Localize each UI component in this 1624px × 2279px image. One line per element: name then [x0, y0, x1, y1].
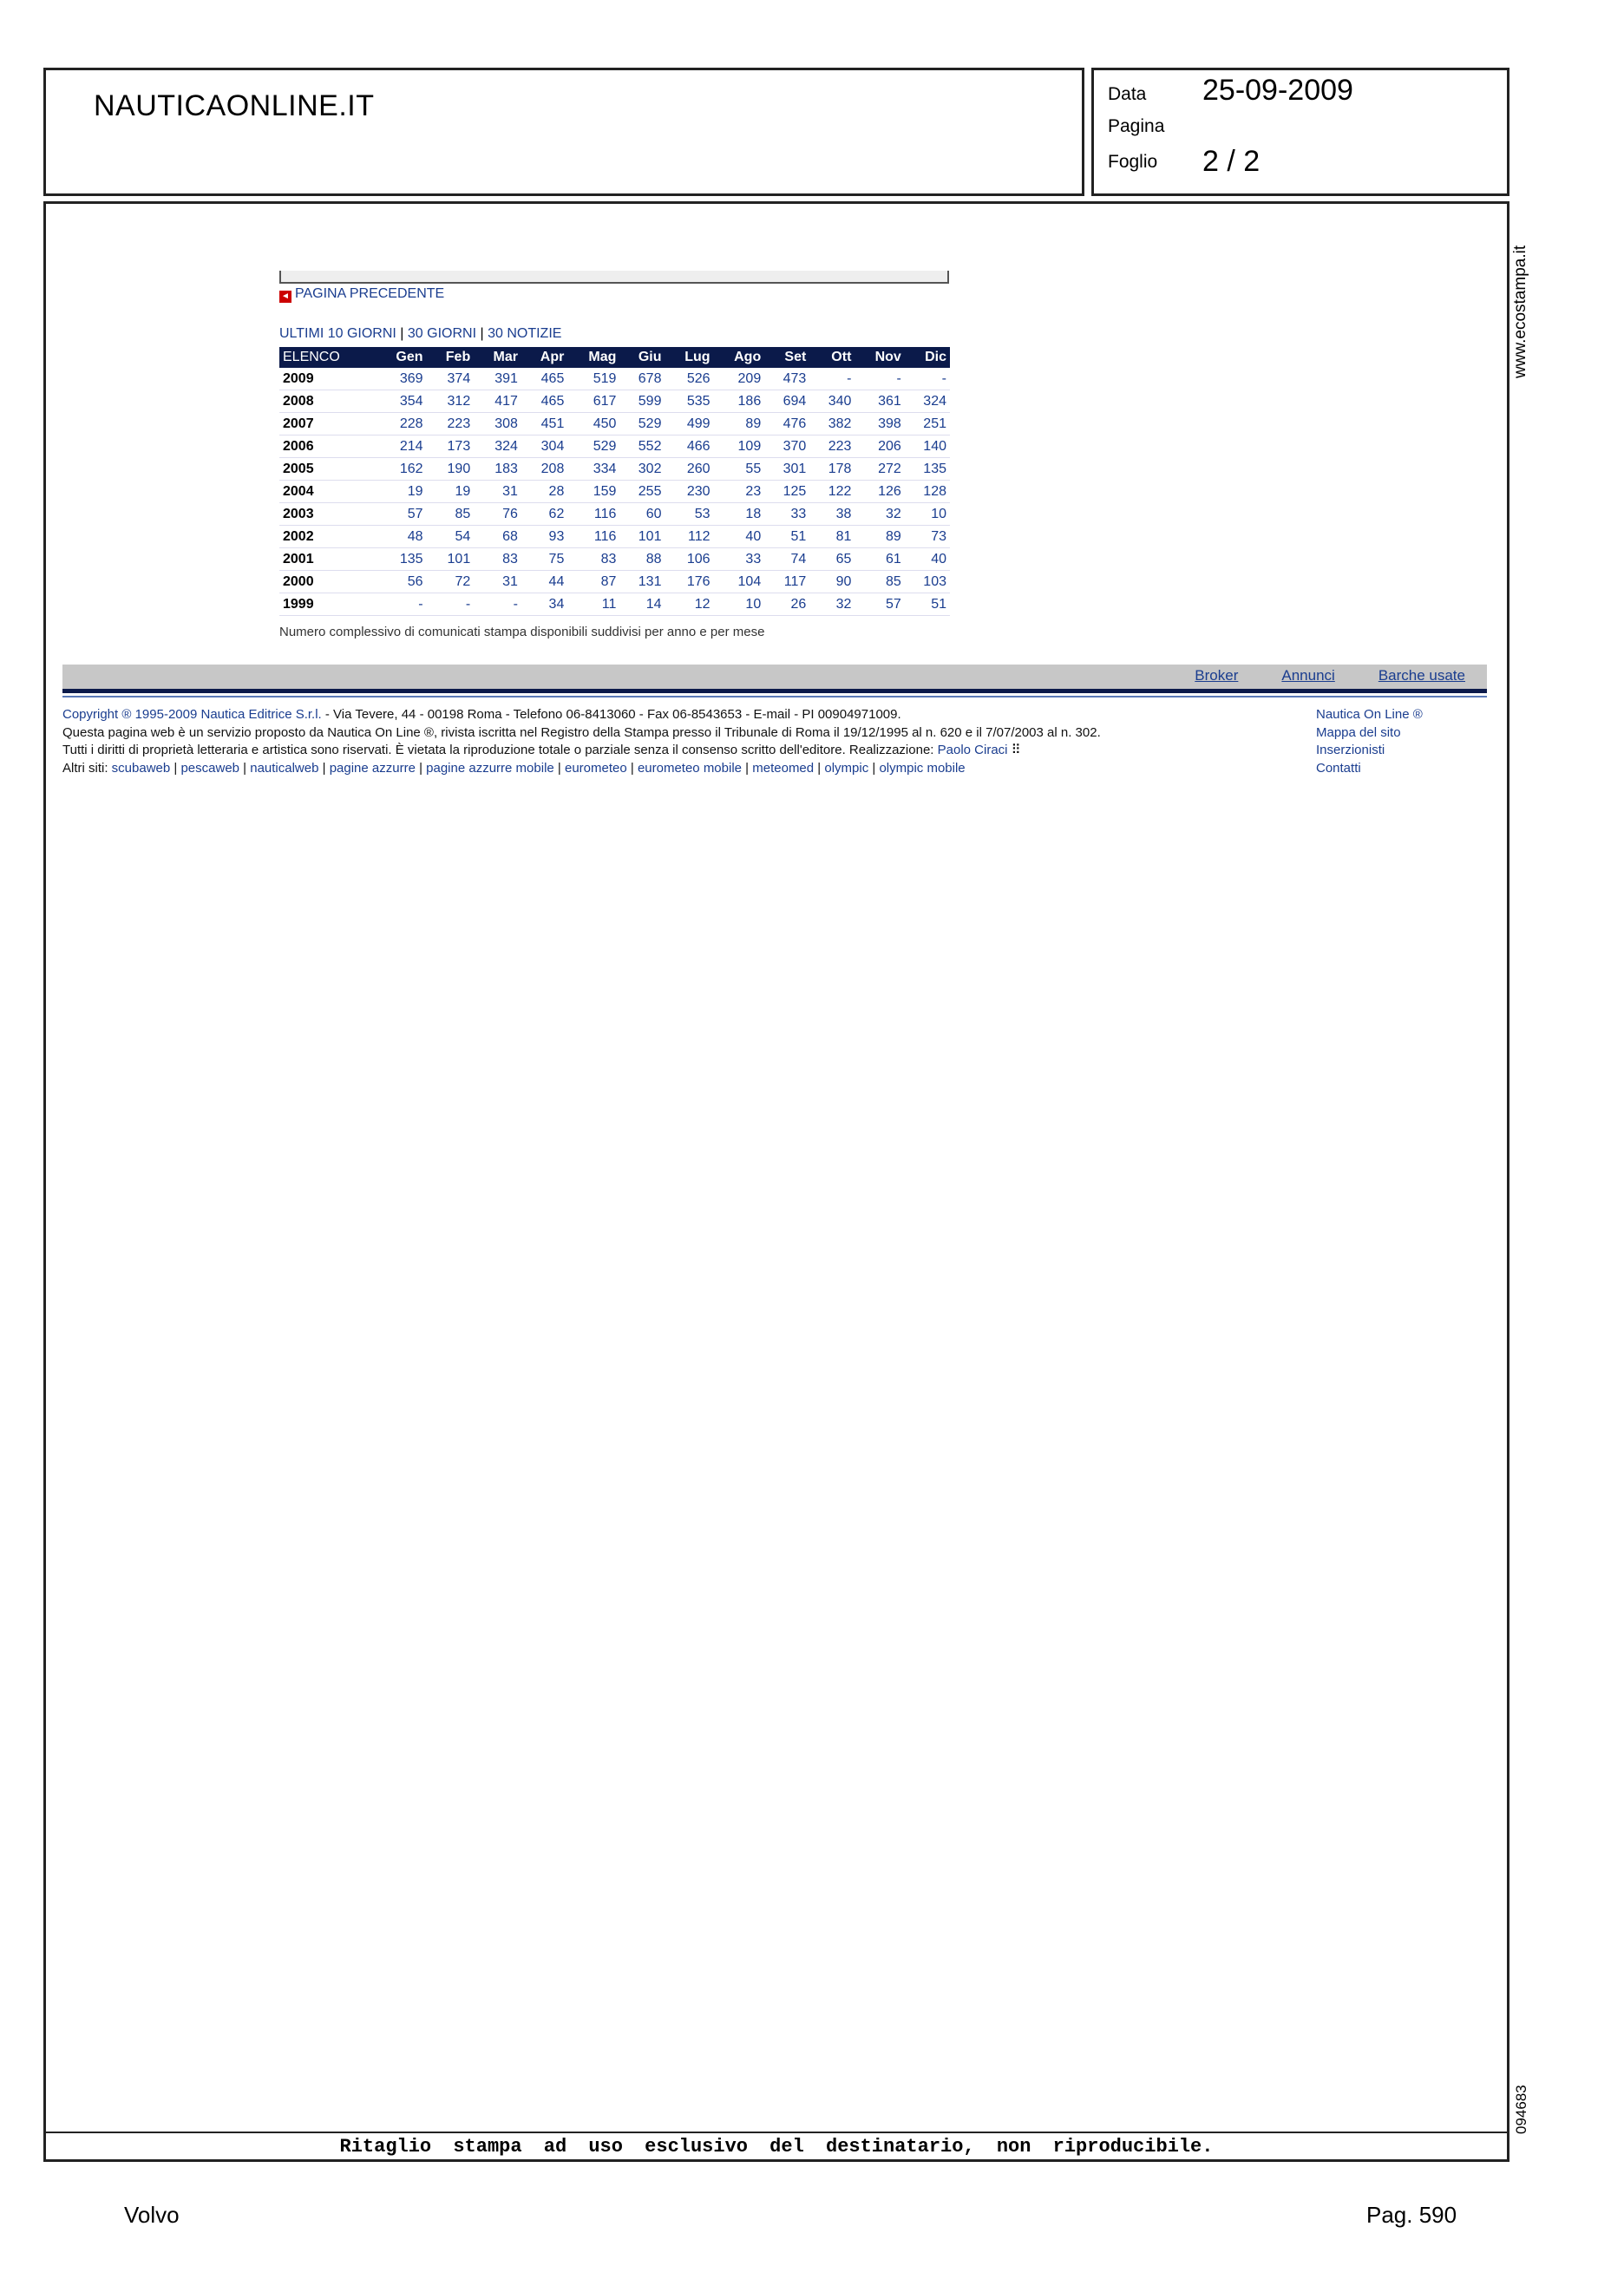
nav-link-broker[interactable]: Broker	[1195, 667, 1239, 684]
count-cell[interactable]: -	[905, 368, 950, 390]
prev-page-label: PAGINA PRECEDENTE	[295, 286, 445, 301]
press-release-stats-table	[279, 347, 950, 616]
foglio-label: Foglio	[1108, 152, 1158, 172]
author-mark: ⠿	[1007, 743, 1021, 757]
count-cell[interactable]: 308	[474, 413, 521, 435]
count-cell[interactable]: 85	[855, 571, 904, 593]
count-cell[interactable]: 73	[905, 526, 950, 548]
count-cell[interactable]: 31	[474, 481, 521, 503]
count-cell[interactable]: 223	[427, 413, 475, 435]
column-header: Apr	[521, 347, 567, 368]
nav-link-annunci[interactable]: Annunci	[1281, 667, 1335, 684]
site-separator: |	[626, 760, 638, 776]
year-cell: 2009	[279, 368, 376, 390]
count-cell[interactable]: 135	[905, 458, 950, 481]
count-cell[interactable]: 186	[714, 390, 765, 413]
ritaglio-rule	[43, 2132, 1509, 2133]
count-cell[interactable]: 85	[427, 503, 475, 526]
count-cell[interactable]: 361	[855, 390, 904, 413]
prev-page-link[interactable]	[279, 286, 444, 303]
year-cell: 2003	[279, 503, 376, 526]
nav-links	[1173, 667, 1487, 684]
year-cell: 2007	[279, 413, 376, 435]
count-cell[interactable]: 466	[665, 435, 713, 458]
count-cell[interactable]: 72	[427, 571, 475, 593]
count-cell[interactable]: 526	[665, 368, 713, 390]
other-site-link[interactable]: olympic	[824, 760, 869, 776]
other-site-link[interactable]: olympic mobile	[879, 760, 966, 776]
period-link-10-giorni[interactable]: ULTIMI 10 GIORNI	[279, 326, 396, 341]
count-cell[interactable]: 251	[905, 413, 950, 435]
table-row	[279, 548, 950, 571]
other-site-link[interactable]: pescaweb	[180, 760, 239, 776]
site-separator: |	[553, 760, 565, 776]
year-cell: 2002	[279, 526, 376, 548]
count-cell[interactable]: 529	[619, 413, 665, 435]
count-cell[interactable]: 450	[567, 413, 619, 435]
count-cell[interactable]: 44	[521, 571, 567, 593]
table-caption: Numero complessivo di comunicati stampa disponibili suddivisi per anno e per mese	[279, 625, 765, 639]
column-header: Mar	[474, 347, 521, 368]
count-cell[interactable]: 89	[714, 413, 765, 435]
data-label: Data	[1108, 84, 1147, 104]
count-cell[interactable]: 18	[714, 503, 765, 526]
table-row	[279, 526, 950, 548]
publisher-link[interactable]: Nautica Editrice S.r.l.	[200, 707, 322, 722]
count-cell[interactable]: 519	[567, 368, 619, 390]
count-cell[interactable]: 678	[619, 368, 665, 390]
table-row	[279, 481, 950, 503]
footer-registration: Questa pagina web è un servizio proposto da Nautica On Line ®, rivista iscritta nel Registro della Stampa presso il Tribunale di Roma il 19/12/1995 al n. 620 e il 7/07/2003 al n. 302.	[62, 724, 1101, 740]
footer-text	[62, 706, 1101, 777]
footer-copyright	[62, 706, 1101, 724]
count-cell[interactable]: 417	[474, 390, 521, 413]
count-cell[interactable]: 101	[427, 548, 475, 571]
copyright-label: Copyright ® 1995-2009	[62, 707, 201, 722]
data-value: 25-09-2009	[1202, 74, 1353, 107]
count-cell[interactable]: 68	[474, 526, 521, 548]
count-cell[interactable]: 334	[567, 458, 619, 481]
count-cell[interactable]: 214	[376, 435, 427, 458]
count-cell[interactable]: 57	[855, 593, 904, 616]
prev-bar	[279, 271, 949, 284]
count-cell[interactable]: 398	[855, 413, 904, 435]
table-row	[279, 413, 950, 435]
year-cell: 2000	[279, 571, 376, 593]
column-header: Nov	[855, 347, 904, 368]
table-row	[279, 503, 950, 526]
author-link[interactable]: Paolo Ciraci	[937, 743, 1008, 757]
year-cell: 2006	[279, 435, 376, 458]
year-cell: 1999	[279, 593, 376, 616]
period-links	[279, 326, 561, 342]
publisher-address: - Via Tevere, 44 - 00198 Roma - Telefono 06-8413060 - Fax 06-8543653 - E-mail - PI 00904971009.	[321, 707, 901, 722]
count-cell[interactable]: 230	[665, 481, 713, 503]
count-cell[interactable]: -	[855, 368, 904, 390]
count-cell[interactable]: 60	[619, 503, 665, 526]
column-header: Feb	[427, 347, 475, 368]
count-cell[interactable]: 535	[665, 390, 713, 413]
nav-link-barche-usate[interactable]: Barche usate	[1378, 667, 1465, 684]
count-cell[interactable]: 112	[665, 526, 713, 548]
site-separator: |	[742, 760, 753, 776]
footer-rights	[62, 742, 1101, 760]
count-cell[interactable]: 23	[714, 481, 765, 503]
count-cell[interactable]: 90	[809, 571, 855, 593]
count-cell[interactable]: 473	[764, 368, 809, 390]
count-cell[interactable]: 32	[855, 503, 904, 526]
count-cell[interactable]: 93	[521, 526, 567, 548]
table-row	[279, 368, 950, 390]
count-cell[interactable]: 122	[809, 481, 855, 503]
masthead-box	[43, 68, 1084, 196]
count-cell[interactable]: 304	[521, 435, 567, 458]
count-cell[interactable]: 103	[905, 571, 950, 593]
count-cell[interactable]: 312	[427, 390, 475, 413]
count-cell[interactable]: 34	[521, 593, 567, 616]
count-cell[interactable]: 255	[619, 481, 665, 503]
count-cell[interactable]: 31	[474, 571, 521, 593]
count-cell[interactable]: 391	[474, 368, 521, 390]
count-cell[interactable]: 499	[665, 413, 713, 435]
count-cell[interactable]: 104	[714, 571, 765, 593]
count-cell[interactable]: 55	[714, 458, 765, 481]
table-row	[279, 593, 950, 616]
year-cell: 2004	[279, 481, 376, 503]
count-cell[interactable]: 159	[567, 481, 619, 503]
count-cell[interactable]: 109	[714, 435, 765, 458]
count-cell[interactable]: 125	[764, 481, 809, 503]
column-header: Dic	[905, 347, 950, 368]
table-row	[279, 390, 950, 413]
footer-link-contatti[interactable]: Contatti	[1316, 760, 1361, 776]
count-cell[interactable]: 87	[567, 571, 619, 593]
count-cell[interactable]: 228	[376, 413, 427, 435]
count-cell[interactable]: 465	[521, 368, 567, 390]
count-cell[interactable]: 117	[764, 571, 809, 593]
rights-text: Tutti i diritti di proprietà letteraria e artistica sono riservati. È vietata la riproduzione totale o parziale senza il consenso scritto dell'editore. Realizzazione:	[62, 743, 938, 757]
count-cell[interactable]: 369	[376, 368, 427, 390]
count-cell[interactable]: 48	[376, 526, 427, 548]
count-cell[interactable]: 694	[764, 390, 809, 413]
footer-other-sites	[62, 760, 1101, 778]
count-cell[interactable]: -	[809, 368, 855, 390]
count-cell[interactable]: -	[474, 593, 521, 616]
count-cell[interactable]: 19	[376, 481, 427, 503]
count-cell[interactable]: 476	[764, 413, 809, 435]
count-cell[interactable]: 176	[665, 571, 713, 593]
count-cell[interactable]: -	[427, 593, 475, 616]
count-cell[interactable]: 61	[855, 548, 904, 571]
count-cell[interactable]: 116	[567, 526, 619, 548]
table-row	[279, 571, 950, 593]
period-link-30-notizie[interactable]: 30 NOTIZIE	[488, 326, 562, 341]
footer-rule	[62, 689, 1487, 693]
count-cell[interactable]: 324	[474, 435, 521, 458]
count-cell[interactable]: 56	[376, 571, 427, 593]
count-cell[interactable]: 451	[521, 413, 567, 435]
foglio-value: 2 / 2	[1202, 145, 1261, 178]
count-cell[interactable]: 38	[809, 503, 855, 526]
count-cell[interactable]: 382	[809, 413, 855, 435]
count-cell[interactable]: 599	[619, 390, 665, 413]
footer-link-nautica[interactable]: Nautica On Line ®	[1316, 707, 1423, 722]
year-cell: 2005	[279, 458, 376, 481]
count-cell[interactable]: 302	[619, 458, 665, 481]
period-separator: |	[476, 326, 488, 341]
site-separator: |	[814, 760, 825, 776]
count-cell[interactable]: 88	[619, 548, 665, 571]
count-cell[interactable]: 75	[521, 548, 567, 571]
count-cell[interactable]: 14	[619, 593, 665, 616]
count-cell[interactable]: 33	[764, 503, 809, 526]
column-header: Set	[764, 347, 809, 368]
count-cell[interactable]: 40	[905, 548, 950, 571]
count-cell[interactable]: 51	[764, 526, 809, 548]
other-sites-list	[112, 761, 966, 776]
count-cell[interactable]: 101	[619, 526, 665, 548]
site-separator: |	[415, 760, 427, 776]
count-cell[interactable]: 223	[809, 435, 855, 458]
count-cell[interactable]: 340	[809, 390, 855, 413]
count-cell[interactable]: 131	[619, 571, 665, 593]
other-sites-label: Altri siti:	[62, 760, 112, 776]
period-separator: |	[396, 326, 408, 341]
count-cell[interactable]: 354	[376, 390, 427, 413]
count-cell[interactable]: 89	[855, 526, 904, 548]
count-cell[interactable]: 53	[665, 503, 713, 526]
column-header: Lug	[665, 347, 713, 368]
count-cell[interactable]: 272	[855, 458, 904, 481]
count-cell[interactable]: 374	[427, 368, 475, 390]
count-cell[interactable]: 12	[665, 593, 713, 616]
side-site-label: www.ecostampa.it	[1511, 245, 1529, 378]
count-cell[interactable]: 19	[427, 481, 475, 503]
count-cell[interactable]: -	[376, 593, 427, 616]
side-code-label: 094683	[1513, 2085, 1529, 2134]
count-cell[interactable]: 162	[376, 458, 427, 481]
count-cell[interactable]: 11	[567, 593, 619, 616]
back-arrow-icon: ◄	[279, 291, 291, 303]
count-cell[interactable]: 209	[714, 368, 765, 390]
count-cell[interactable]: 206	[855, 435, 904, 458]
count-cell[interactable]: 32	[809, 593, 855, 616]
count-cell[interactable]: 40	[714, 526, 765, 548]
count-cell[interactable]: 83	[567, 548, 619, 571]
count-cell[interactable]: 465	[521, 390, 567, 413]
footer-right-links	[1316, 706, 1423, 777]
table-row	[279, 458, 950, 481]
date-box	[1091, 68, 1509, 196]
count-cell[interactable]: 370	[764, 435, 809, 458]
other-site-link[interactable]: meteomed	[752, 760, 815, 776]
table-row	[279, 435, 950, 458]
site-separator: |	[318, 760, 330, 776]
table-header-row	[279, 347, 950, 368]
column-header: Ott	[809, 347, 855, 368]
other-site-link[interactable]: nauticalweb	[250, 760, 319, 776]
column-header: Giu	[619, 347, 665, 368]
count-cell[interactable]: 57	[376, 503, 427, 526]
footer-link-inserzionisti[interactable]: Inserzionisti	[1316, 743, 1385, 757]
footer-link-mappa[interactable]: Mappa del sito	[1316, 724, 1401, 740]
count-cell[interactable]: 128	[905, 481, 950, 503]
ritaglio-notice: Ritaglio stampa ad uso esclusivo del destinatario, non riproducibile.	[339, 2136, 1214, 2158]
other-site-link[interactable]: eurometeo	[564, 760, 627, 776]
column-header: Ago	[714, 347, 765, 368]
count-cell[interactable]: 617	[567, 390, 619, 413]
count-cell[interactable]: 324	[905, 390, 950, 413]
count-cell[interactable]: 54	[427, 526, 475, 548]
count-cell[interactable]: 126	[855, 481, 904, 503]
site-separator: |	[170, 760, 181, 776]
count-cell[interactable]: 301	[764, 458, 809, 481]
year-cell: 2001	[279, 548, 376, 571]
site-separator: |	[239, 760, 251, 776]
count-cell[interactable]: 183	[474, 458, 521, 481]
count-cell[interactable]: 81	[809, 526, 855, 548]
count-cell[interactable]: 173	[427, 435, 475, 458]
count-cell[interactable]: 33	[714, 548, 765, 571]
count-cell[interactable]: 552	[619, 435, 665, 458]
column-header: Gen	[376, 347, 427, 368]
footer-rule-thin	[62, 696, 1487, 697]
page-number: Pag. 590	[1366, 2202, 1457, 2228]
count-cell[interactable]: 190	[427, 458, 475, 481]
count-cell[interactable]: 178	[809, 458, 855, 481]
count-cell[interactable]: 208	[521, 458, 567, 481]
site-nav-bar	[62, 665, 1487, 689]
count-cell[interactable]: 10	[905, 503, 950, 526]
other-site-link[interactable]: eurometeo mobile	[637, 760, 743, 776]
count-cell[interactable]: 116	[567, 503, 619, 526]
count-cell[interactable]: 140	[905, 435, 950, 458]
site-separator: |	[868, 760, 880, 776]
year-cell: 2008	[279, 390, 376, 413]
masthead-title: NAUTICAONLINE.IT	[94, 89, 375, 122]
column-header: ELENCO	[279, 347, 376, 368]
count-cell[interactable]: 74	[764, 548, 809, 571]
other-site-link[interactable]: pagine azzurre mobile	[426, 760, 554, 776]
column-header: Mag	[567, 347, 619, 368]
count-cell[interactable]: 529	[567, 435, 619, 458]
other-site-link[interactable]: scubaweb	[111, 760, 171, 776]
count-cell[interactable]: 135	[376, 548, 427, 571]
count-cell[interactable]: 76	[474, 503, 521, 526]
count-cell[interactable]: 106	[665, 548, 713, 571]
count-cell[interactable]: 10	[714, 593, 765, 616]
count-cell[interactable]: 26	[764, 593, 809, 616]
pagina-label: Pagina	[1108, 116, 1165, 136]
count-cell[interactable]: 62	[521, 503, 567, 526]
count-cell[interactable]: 260	[665, 458, 713, 481]
count-cell[interactable]: 51	[905, 593, 950, 616]
period-link-30-giorni[interactable]: 30 GIORNI	[407, 326, 477, 341]
other-site-link[interactable]: pagine azzurre	[329, 760, 416, 776]
count-cell[interactable]: 83	[474, 548, 521, 571]
count-cell[interactable]: 28	[521, 481, 567, 503]
count-cell[interactable]: 65	[809, 548, 855, 571]
client-name: Volvo	[124, 2202, 180, 2228]
